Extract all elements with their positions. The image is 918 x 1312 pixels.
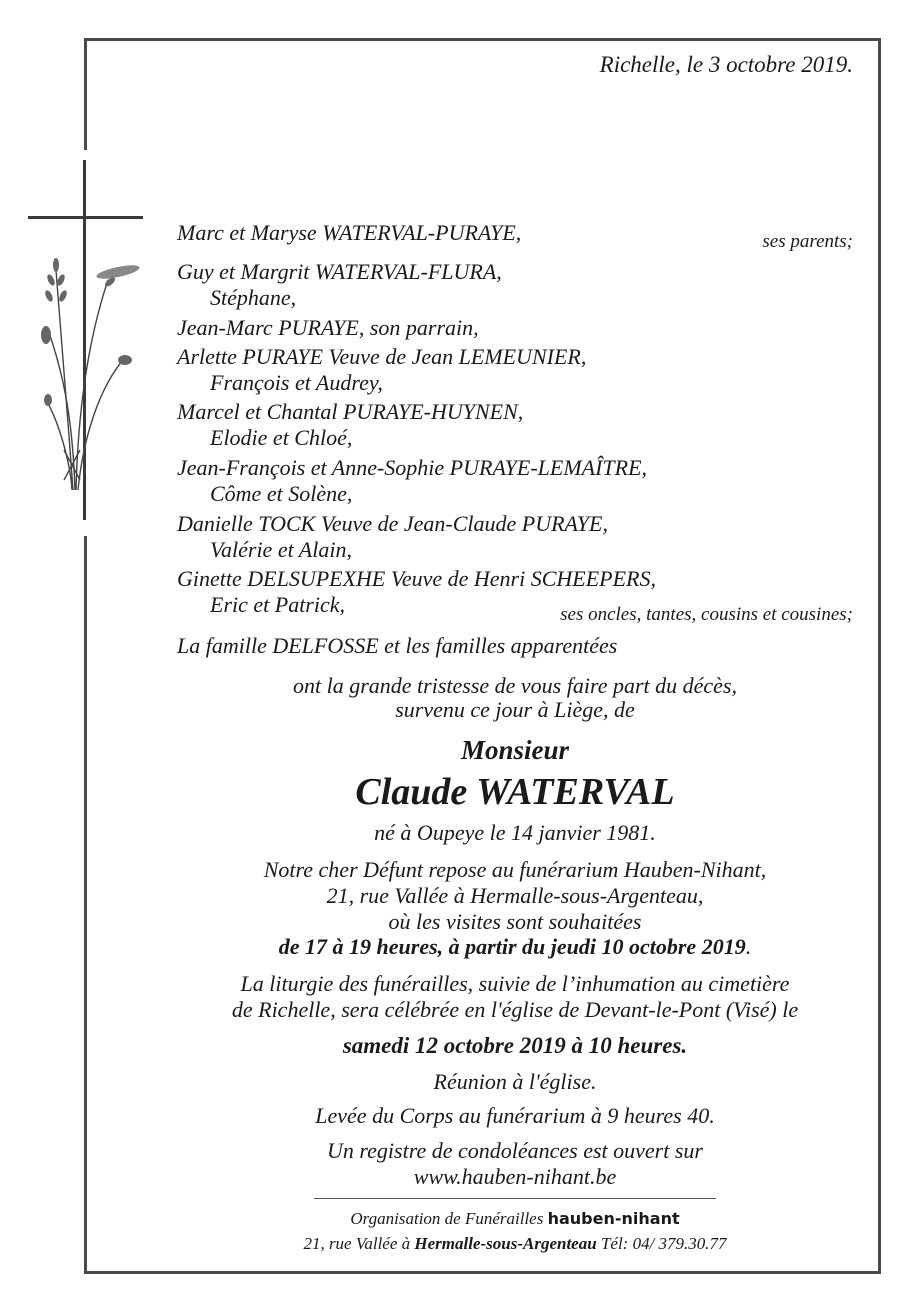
frame-left-border-lower — [84, 536, 87, 1274]
family-line-14: Eric et Patrick, — [210, 592, 346, 617]
footer-org-label: Organisation de Funérailles — [350, 1209, 544, 1228]
funeral-line-2: de Richelle, sera célébrée en l'église de Devant-le-Pont (Visé) le — [231, 997, 799, 1022]
family-line-7: Marcel et Chantal PURAYE-HUYNEN, — [177, 399, 524, 424]
visitation-hours-text: de 17 à 19 heures, à partir du jeudi 10 octobre 2019 — [278, 934, 746, 959]
visitation-line-1: Notre cher Défunt repose au funérarium Hauben-Nihant, — [263, 857, 767, 882]
family-line-1: Marc et Maryse WATERVAL-PURAYE, — [177, 220, 522, 245]
announcement-line-1: ont la grande tristesse de vous faire part du décès, — [292, 673, 738, 698]
family-line-6: François et Audrey, — [210, 370, 383, 395]
family-line-13: Ginette DELSUPEXHE Veuve de Henri SCHEEPERS, — [177, 566, 656, 591]
visitation-hours-end: . — [745, 934, 752, 959]
footer-address-prefix: 21, rue Vallée à — [303, 1234, 411, 1253]
family-line-12: Valérie et Alain, — [210, 537, 352, 562]
date-line: Richelle, le 3 octobre 2019. — [599, 52, 853, 77]
levee-line: Levée du Corps au funérarium à 9 heures 40. — [315, 1103, 715, 1128]
family-line-4: Jean-Marc PURAYE, son parrain, — [177, 315, 479, 340]
announcement-line-2: survenu ce jour à Liège, de — [395, 697, 635, 722]
cross-with-wheat-icon — [28, 160, 178, 530]
footer-address-town: Hermalle-sous-Argenteau — [414, 1234, 597, 1253]
frame-bottom-border — [84, 1271, 881, 1274]
parents-note: ses parents; — [762, 231, 853, 252]
family-line-2: Guy et Margrit WATERVAL-FLURA, — [177, 259, 502, 284]
family-line-10: Côme et Solène, — [210, 481, 353, 506]
family-line-9: Jean-François et Anne-Sophie PURAYE-LEMAÎTRE, — [177, 455, 648, 480]
website-link[interactable]: www.hauben-nihant.be — [413, 1164, 617, 1189]
funeral-line-1: La liturgie des funérailles, suivie de l’inhumation au cimetière — [240, 971, 790, 996]
visitation-line-2: 21, rue Vallée à Hermalle-sous-Argenteau, — [326, 883, 704, 908]
family-line-11: Danielle TOCK Veuve de Jean-Claude PURAYE, — [177, 511, 608, 536]
footer-separator — [314, 1198, 716, 1199]
family-line-8: Elodie et Chloé, — [210, 425, 353, 450]
brand-logo: hauben-nihant — [547, 1209, 680, 1228]
visitation-hours — [100, 934, 918, 960]
deceased-name: Claude WATERVAL — [355, 771, 675, 813]
family-line-5: Arlette PURAYE Veuve de Jean LEMEUNIER, — [177, 344, 587, 369]
frame-top-border — [84, 38, 881, 41]
funeral-datetime: samedi 12 octobre 2019 à 10 heures. — [342, 1033, 688, 1058]
registry-line: Un registre de condoléances est ouvert sur — [327, 1138, 703, 1163]
meeting-line: Réunion à l'église. — [433, 1069, 597, 1094]
footer-org — [100, 1208, 918, 1230]
family-line-3: Stéphane, — [210, 285, 297, 310]
visitation-line-3: où les visites sont souhaitées — [388, 909, 642, 934]
relatives-note: ses oncles, tantes, cousins et cousines; — [560, 604, 853, 625]
frame-left-border-upper — [84, 38, 87, 150]
deceased-title: Monsieur — [460, 735, 570, 765]
family-line-15: La famille DELFOSSE et les familles apparentées — [177, 633, 618, 658]
footer-phone: Tél: 04/ 379.30.77 — [600, 1234, 727, 1253]
birth-line: né à Oupeye le 14 janvier 1981. — [374, 820, 656, 845]
footer-address — [100, 1233, 918, 1255]
